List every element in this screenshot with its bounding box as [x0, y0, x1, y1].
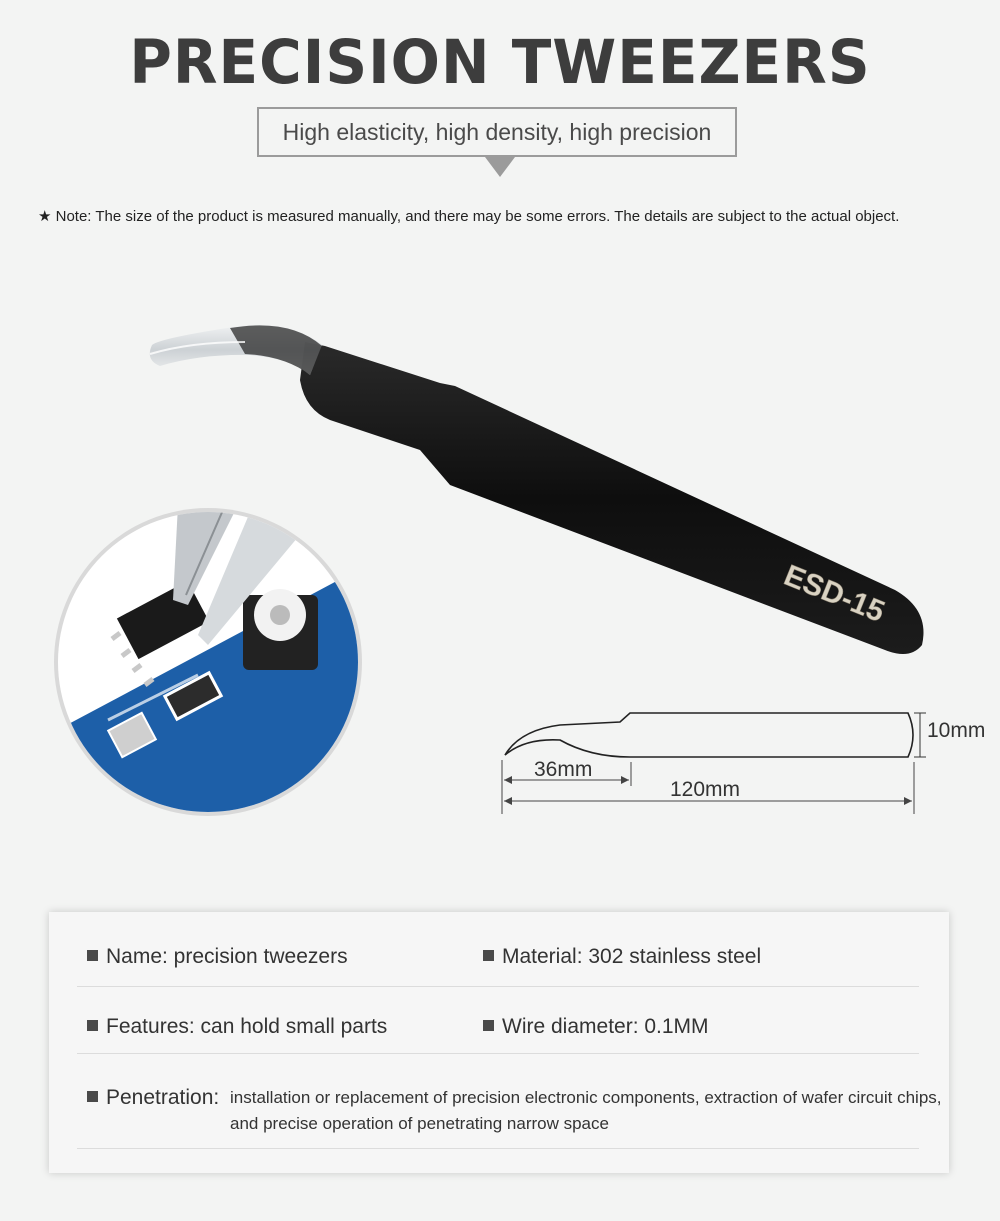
subtitle-arrow-icon: [485, 157, 515, 177]
spec-panel: [49, 912, 949, 1173]
bend-dimension-label: 36mm: [534, 758, 593, 781]
size-note: ★ Note: The size of the product is measured manually, and there may be some errors. The details are subject to the actual object.: [38, 208, 900, 225]
bullet-icon: [87, 1020, 98, 1031]
spec-wire-diameter: Wire diameter: 0.1MM: [483, 1015, 709, 1039]
spec-penetration-text: installation or replacement of precision electronic components, extraction of wafer circuit chips, and precise operation of penetrating narrow space: [230, 1088, 942, 1133]
divider: [77, 1053, 919, 1054]
page-title: PRECISION TWEEZERS: [129, 26, 871, 98]
subtitle-box: [257, 107, 737, 157]
bullet-icon: [483, 1020, 494, 1031]
height-dimension-label: 10mm: [927, 719, 986, 742]
divider: [77, 1148, 919, 1149]
bullet-icon: [483, 950, 494, 961]
spec-penetration-label: Penetration:: [87, 1086, 219, 1110]
bullet-icon: [87, 1091, 98, 1102]
spec-name: Name: precision tweezers: [87, 945, 348, 969]
bullet-icon: [87, 950, 98, 961]
spec-features: Features: can hold small parts: [87, 1015, 387, 1039]
length-dimension-label: 120mm: [670, 778, 741, 801]
spec-material: Material: 302 stainless steel: [483, 945, 761, 969]
usage-detail-photo: [48, 505, 368, 825]
divider: [77, 986, 919, 987]
tweezers-engraving: ESD-15: [779, 558, 890, 629]
subtitle-text: High elasticity, high density, high precision: [282, 118, 712, 145]
